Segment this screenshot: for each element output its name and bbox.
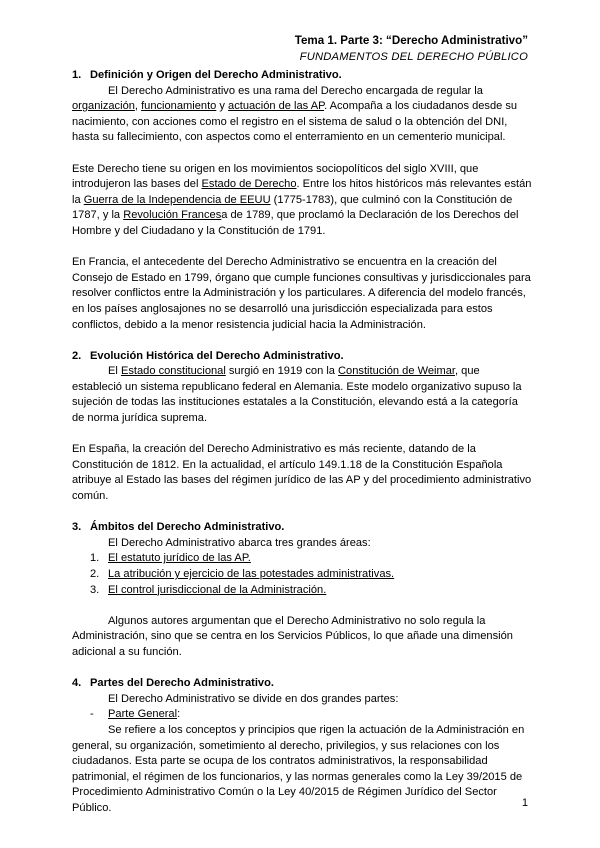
page-number: 1 [521, 797, 528, 809]
page-header [295, 33, 528, 65]
text-run: El [108, 365, 121, 378]
text-run: El Derecho Administrativo es una rama del Derecho encargada de regular la [108, 84, 483, 97]
text-run: a de 1789, que proclamó la Declaración de los Derechos del Hombre y del Ciudadano y la Constitución de 1791. [72, 209, 519, 237]
section-title: Ámbitos del Derecho Administrativo. [90, 521, 285, 534]
section-number: 1. [72, 69, 82, 81]
document-title: Tema 1. Parte 3: “Derecho Administrativo” [294, 34, 528, 47]
part-label: Parte General [108, 708, 178, 721]
underlined-term: Guerra de la Independencia de EEUU [83, 193, 271, 206]
section-title: Definición y Origen del Derecho Administrativo. [90, 69, 342, 81]
underlined-term: actuación de las AP [228, 100, 325, 113]
list-item [72, 583, 532, 599]
underlined-term: Constitución de Weimar [338, 365, 455, 378]
text-run: , [134, 100, 142, 113]
dash-marker: - [90, 708, 94, 721]
underlined-term: Estado constitucional [120, 365, 226, 378]
underlined-term: funcionamiento [141, 100, 217, 113]
section-number: 3. [72, 521, 82, 534]
text-run: . Acompaña a los ciudadanos desde su nacimiento, con acciones como el registro en el sistema de salud o la obtención del DNI, hasta su fallecimiento, con aspectos como el enterramiento en un cementerio municipal. [72, 100, 518, 144]
list-number: 3. [90, 583, 100, 596]
list-item-text: El estatuto jurídico de las AP. [108, 552, 251, 565]
section-number: 2. [72, 349, 82, 362]
paragraph: Se refiere a los conceptos y principios que rigen la actuación de la Administración en general, su organización, sometimiento al derecho, privilegios, y sus relaciones con los ciudadanos. Esta parte se ocupa de los contratos administrativos, la responsabilidad patrimonial, el régimen de los funcionarios, y las normas generales como la Ley 39/2015 de Procedimiento Administrativo Común o la Ley 40/2015 de Régimen Jurídico del Sector Público. [72, 723, 525, 814]
text-run: , que estableció un sistema republicano federal en Alemania. Este modelo organizativo supuso la sujeción de todas las instituciones estatales a la Constitución, elevando está a la categoría de norma jurídica suprema. [72, 365, 522, 425]
text-run: y [216, 100, 229, 113]
paragraph: En España, la creación del Derecho Administrativo es más reciente, datando de la Constitución de 1812. En la actualidad, el artículo 149.1.18 de la Constitución Española atribuye al Estado las bases del régimen jurídico de las AP y del procedimiento administrativo común. [72, 443, 532, 503]
underlined-term: Estado de Derecho [201, 178, 297, 191]
section-heading-4 [72, 676, 532, 692]
underlined-term: Revolución Frances [123, 209, 222, 222]
list-item-text: La atribución y ejercicio de las potestades administrativas. [108, 568, 395, 580]
list-item [72, 567, 532, 583]
text-run: surgió en 1919 con la [225, 365, 339, 378]
list-item-text: El control jurisdiccional de la Administración. [108, 583, 327, 596]
list-intro: El Derecho Administrativo abarca tres grandes áreas: [108, 536, 371, 549]
list-intro: El Derecho Administrativo se divide en dos grandes partes: [108, 692, 399, 705]
paragraph [72, 364, 532, 426]
section-number: 4. [72, 677, 82, 690]
section-heading-1 [72, 68, 532, 84]
document-subtitle: FUNDAMENTOS DEL DERECHO PÚBLICO [299, 51, 528, 63]
dash-item [72, 707, 532, 723]
section-heading-3 [72, 520, 532, 536]
text-run: . Entre los hitos históricos más relevantes están la [72, 178, 532, 206]
text-run: : [177, 708, 181, 721]
paragraph [72, 84, 532, 146]
list-item [72, 551, 532, 567]
section-title: Partes del Derecho Administrativo. [90, 677, 274, 690]
document-body [72, 68, 532, 817]
section-heading-2 [72, 349, 532, 365]
section-title: Evolución Histórica del Derecho Administrativo. [90, 349, 344, 362]
list-number: 1. [90, 552, 100, 565]
text-run: (1775-1783), que culminó con la Constitución de 1787, y la [72, 193, 513, 222]
paragraph: En Francia, el antecedente del Derecho Administrativo se encuentra en la creación del Consejo de Estado en 1799, órgano que cumple funciones consultivas y jurisdiccionales para resolver conflictos entre la Administración y los particulares. A diferencia del modelo francés, en los países anglosajones no se desarrolló una jurisdicción especializada para estos conflictos, debido a la menor resistencia judicial hacia la Administración. [72, 256, 531, 331]
paragraph: Algunos autores argumentan que el Derecho Administrativo no solo regula la Administración, sino que se centra en los Servicios Públicos, lo que añade una dimensión adicional a su función. [72, 614, 513, 658]
text-run: Este Derecho tiene su origen en los movimientos sociopolíticos del siglo XVIII, que introdujeron las bases del [72, 162, 479, 191]
list-number: 2. [90, 568, 100, 580]
underlined-term: organización [72, 100, 135, 113]
paragraph [72, 162, 532, 240]
